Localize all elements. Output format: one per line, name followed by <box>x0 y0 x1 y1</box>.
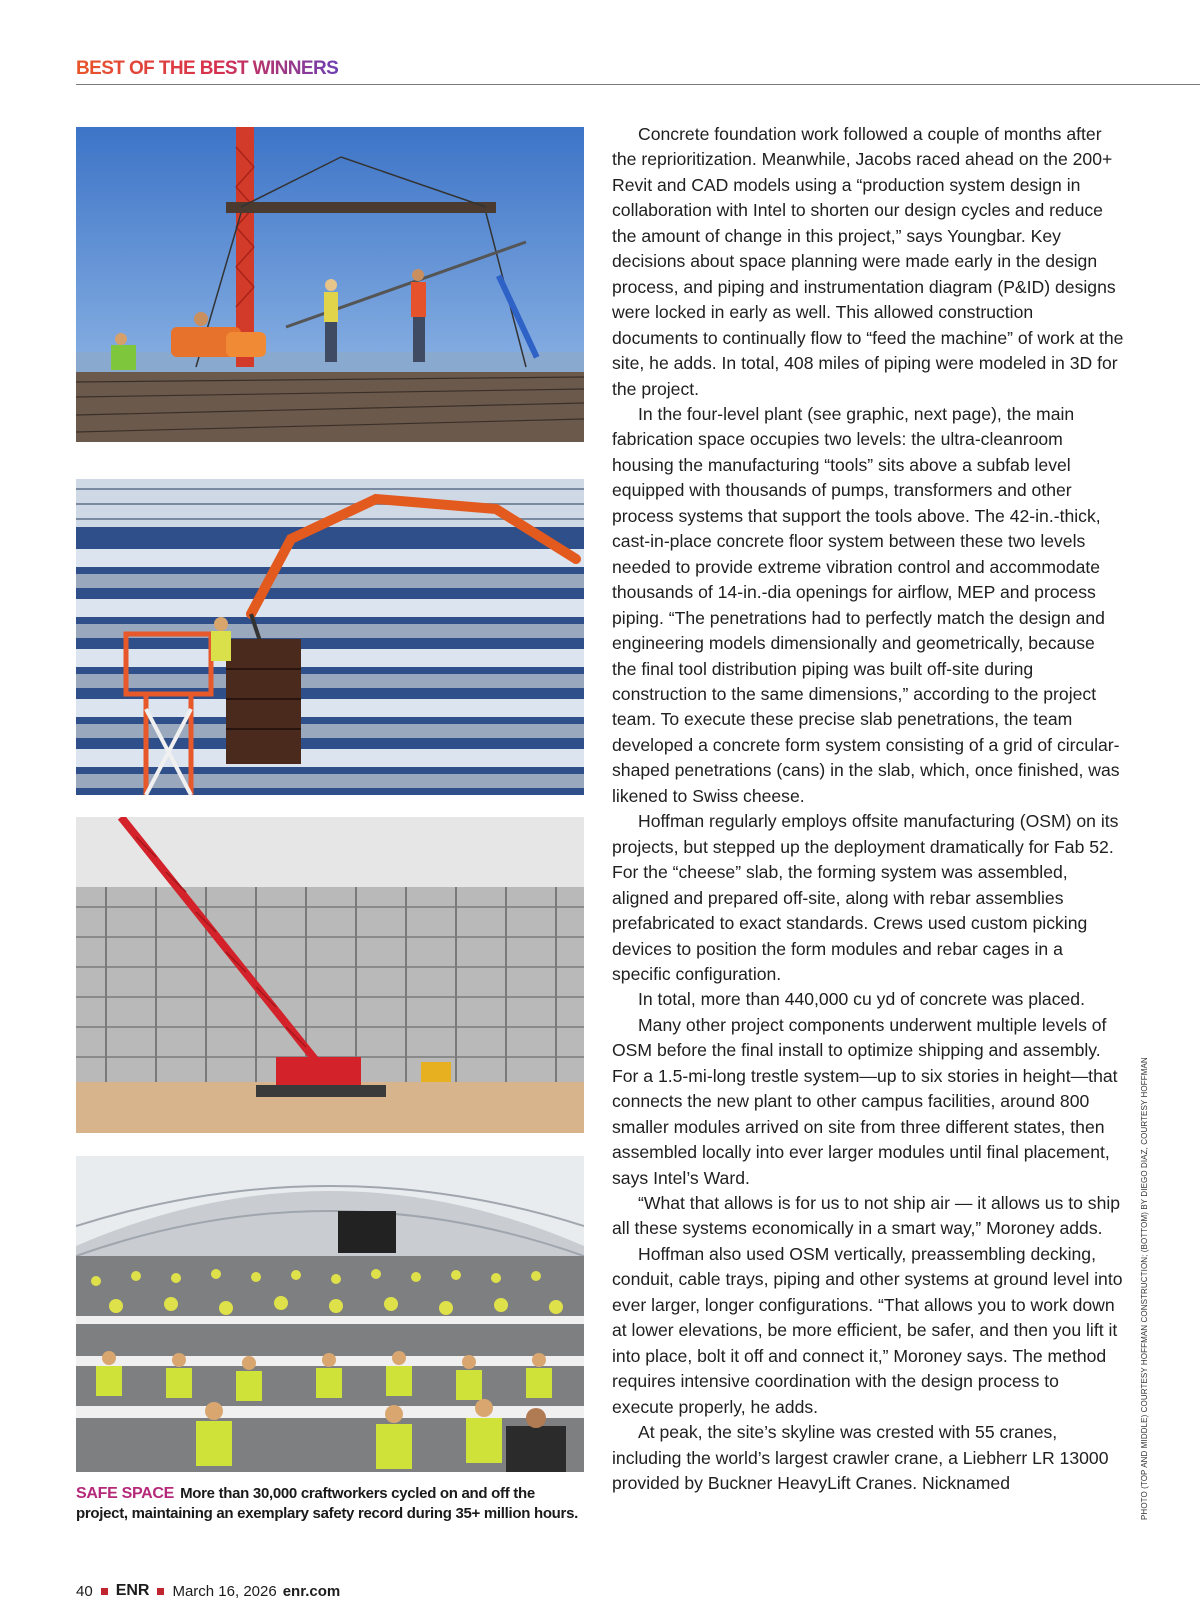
body-paragraph: In the four-level plant (see graphic, next page), the main fabrication space occupies two levels: the ultra-cleanroom housing the manufacturing “tools” sits above a subfab level equipped with thousands of pumps, transformers and other process systems that support the tools above. The 42-in.-thick, cast-in-place concrete floor system between these two levels needed to provide extreme vibration control and accommodate thousands of 14-in.-dia openings for airflow, MEP and process piping. “The penetrations had to perfectly match the design and engineering models dimensionally and geometrically, because the final tool distribution piping was built off-site during construction to the same dimensions,” according to the project team. To execute these precise slab penetrations, the team developed a concrete form system consisting of a grid of circular-shaped penetrations (cans) in the slab, which, once finished, was likened to Swiss cheese. <box>612 403 1120 806</box>
footer-date: March 16, 2026 <box>172 1582 277 1600</box>
photo-caption <box>76 1484 586 1524</box>
section-label <box>76 56 396 86</box>
photo-concrete-pump-icon <box>76 479 584 795</box>
page-number: 40 <box>76 1582 93 1600</box>
footer-site: enr.com <box>282 1582 341 1600</box>
body-paragraph: “What that allows is for us to not ship air — it allows us to ship all these systems economically in a smart way,” Moroney adds. <box>612 1193 1121 1239</box>
body-paragraph: Hoffman also used OSM vertically, preassembling decking, conduit, cable trays, piping and other systems at ground level into ever larger, longer configurations. “That allows you to work down at lower elevations, be more efficient, be safer, and then you lift it into place, bolt it off and connect it,” Moroney says. The method requires intensive coordination with the design process to execute properly, he adds. <box>612 1243 1123 1417</box>
caption-text: More than 30,000 craftworkers cycled on and off the project, maintaining an exemplary safety record during 35+ million hours. <box>76 1485 578 1522</box>
caption-kicker: SAFE SPACE <box>76 1485 175 1502</box>
photo-concrete-pump <box>76 479 584 795</box>
body-paragraph: Concrete foundation work followed a couple of months after the reprioritization. Meanwhile, Jacobs raced ahead on the 200+ Revit and CAD models using a “production system design in collaboration with Intel to shorten our design cycles and reduce the amount of change in this project,” says Youngbar. Key decisions about space planning were made early in the design process, and piping and instrumentation diagram (P&ID) designs were locked in early as well. This allowed construction documents to continually flow to “feed the machine” of work at the site, he adds. In total, 408 miles of piping were modeled in 3D for the project. <box>612 124 1124 399</box>
footer-square-icon <box>101 1588 108 1595</box>
photo-crawler-crane-icon <box>76 817 584 1133</box>
photo-rebar-crew-icon <box>76 127 584 442</box>
article-body <box>612 122 1124 1496</box>
body-paragraph: Many other project components underwent multiple levels of OSM before the final install to optimize shipping and assembly. For a 1.5-mi-long trestle system—up to six stories in height—that connects the new plant to other campus facilities, around 800 smaller modules arrived on site from three different states, then assembled locally into ever larger modules until final placement, says Intel’s Ward. <box>612 1014 1118 1188</box>
section-label-text: BEST OF THE BEST WINNERS <box>76 58 339 79</box>
section-label-gradient <box>76 56 396 80</box>
body-paragraph: Hoffman regularly employs offsite manufacturing (OSM) on its projects, but stepped up the deployment dramatically for Fab 52. For the “cheese” slab, the forming system was assembled, aligned and prepared off-site, along with rebar assemblies prefabricated to exact standards. Crews used custom picking devices to position the form modules and rebar cages in a specific configuration. <box>612 811 1119 984</box>
photo-craftworkers-hall <box>76 1156 584 1472</box>
footer-brand: ENR <box>115 1582 150 1599</box>
photo-crawler-crane <box>76 817 584 1133</box>
header-rule <box>76 84 1200 85</box>
photo-rebar-crew <box>76 127 584 442</box>
body-paragraph: At peak, the site’s skyline was crested with 55 cranes, including the world’s largest crawler crane, a Liebherr LR 13000 provided by Buckner HeavyLift Cranes. Nicknamed <box>612 1422 1109 1494</box>
footer-square-icon <box>157 1588 164 1595</box>
photo-craftworkers-hall-icon <box>76 1156 584 1472</box>
page-footer <box>76 1582 340 1600</box>
photo-credit: PHOTO (TOP AND MIDDLE) COURTESY HOFFMAN CONSTRUCTION; (BOTTOM) BY DIEGO DIAZ, COURTESY HOFFMAN <box>1140 1057 1149 1520</box>
body-paragraph: In total, more than 440,000 cu yd of concrete was placed. <box>638 989 1085 1010</box>
